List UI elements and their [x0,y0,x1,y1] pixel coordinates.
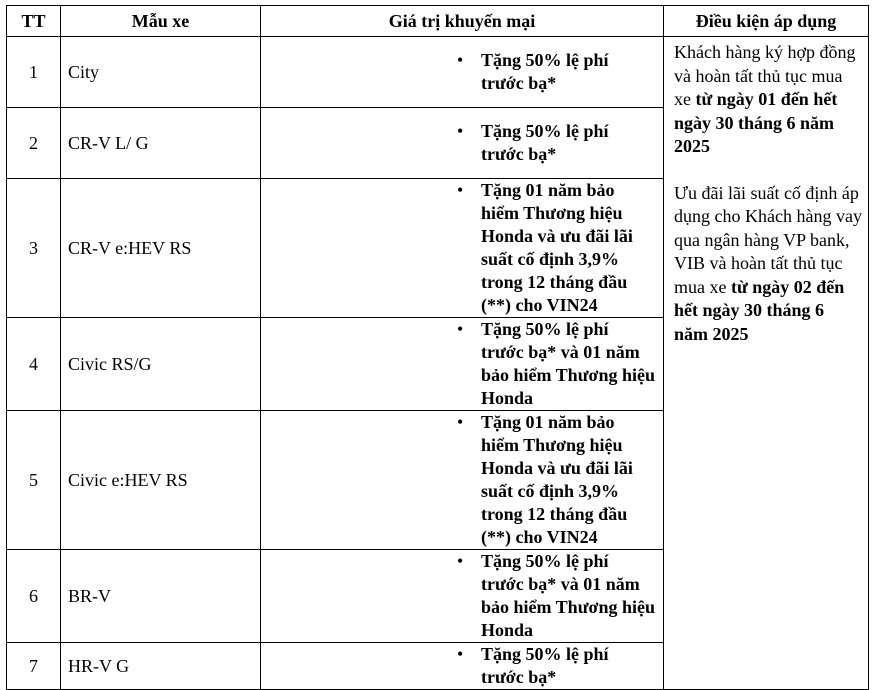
promotion-table [6,5,869,690]
bullet-icon: • [457,551,464,571]
row-number: 7 [7,643,61,690]
table-row [7,37,869,108]
promo-bullet-row [261,120,663,166]
promo-cell [261,179,664,318]
model-name: BR-V [61,550,261,643]
model-name: Civic e:HEV RS [61,411,261,550]
bullet-icon: • [457,180,464,200]
promo-text: Tặng 50% lệ phí trước bạ* [481,644,609,687]
row-number: 1 [7,37,61,108]
promo-bullet-row [261,179,663,317]
promo-cell [261,411,664,550]
promo-text: Tặng 50% lệ phí trước bạ* và 01 năm bảo hiểm Thương hiệu Honda [481,319,655,408]
promo-bullet-row [261,411,663,549]
promo-bullet-row [261,550,663,642]
bullet-icon: • [457,121,464,141]
bullet-icon: • [457,412,464,432]
promo-cell [261,643,664,690]
row-number: 4 [7,318,61,411]
promo-bullet-row [261,643,663,689]
promo-text: Tặng 01 năm bảo hiểm Thương hiệu Honda và ưu đãi lãi suất cố định 3,9% trong 12 tháng đầu (**) cho VIN24 [481,180,633,315]
model-name: CR-V L/ G [61,108,261,179]
condition-paragraph: Ưu đãi lãi suất cố định áp dụng cho Khách hàng vay qua ngân hàng VP bank, VIB và hoàn tất thủ tục mua xe từ ngày 02 đến hết ngày 30 tháng 6 năm 2025 [674,182,862,344]
bullet-icon: • [457,50,464,70]
bullet-icon: • [457,319,464,339]
condition-paragraph: Khách hàng ký hợp đồng và hoàn tất thủ tục mua xe từ ngày 01 đến hết ngày 30 tháng 6 năm 2025 [674,42,856,156]
row-number: 6 [7,550,61,643]
promo-bullet-row [261,318,663,410]
model-name: HR-V G [61,643,261,690]
promo-text: Tặng 01 năm bảo hiểm Thương hiệu Honda và ưu đãi lãi suất cố định 3,9% trong 12 tháng đầu (**) cho VIN24 [481,412,633,547]
row-number: 3 [7,179,61,318]
model-name: CR-V e:HEV RS [61,179,261,318]
header-condition: Điều kiện áp dụng [664,6,869,37]
promo-text: Tặng 50% lệ phí trước bạ* [481,121,609,164]
bullet-icon: • [457,644,464,664]
model-name: Civic RS/G [61,318,261,411]
promo-text: Tặng 50% lệ phí trước bạ* và 01 năm bảo hiểm Thương hiệu Honda [481,551,655,640]
model-name: City [61,37,261,108]
promo-cell [261,108,664,179]
row-number: 5 [7,411,61,550]
promo-text: Tặng 50% lệ phí trước bạ* [481,50,609,93]
promo-bullet-row [261,49,663,95]
condition-cell [664,37,869,690]
header-model: Mẫu xe [61,6,261,37]
header-tt: TT [7,6,61,37]
promo-cell [261,37,664,108]
promo-cell [261,550,664,643]
header-row [7,6,869,37]
row-number: 2 [7,108,61,179]
promo-cell [261,318,664,411]
header-promo: Giá trị khuyến mại [261,6,664,37]
